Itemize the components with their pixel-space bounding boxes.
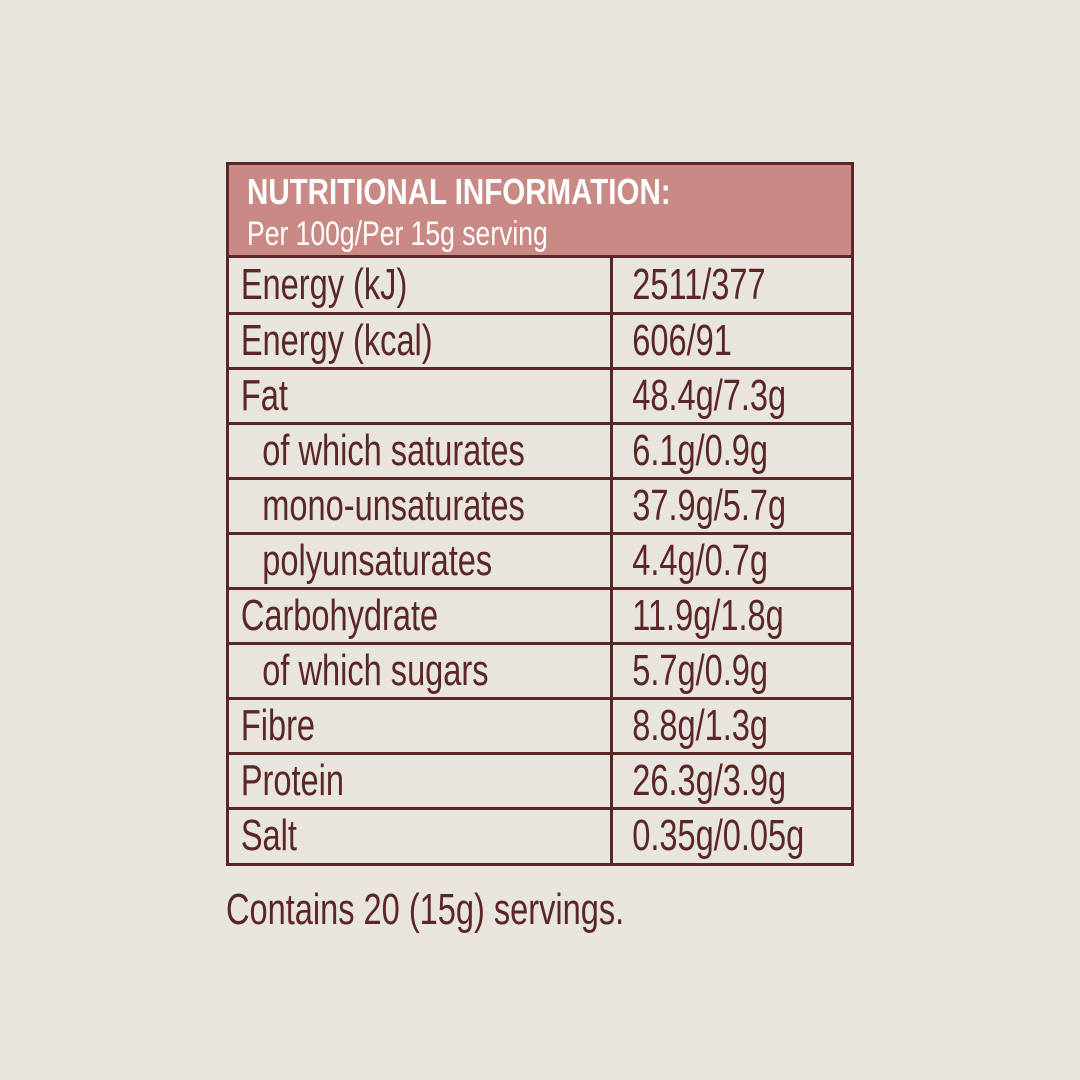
nutrient-label-cell: [229, 368, 611, 423]
table-row: [229, 478, 851, 533]
nutrient-label: Fibre: [240, 700, 316, 750]
nutrient-value-cell: [611, 313, 851, 368]
nutrient-value-cell: [611, 368, 851, 423]
nutrient-label: polyunsaturates: [262, 535, 493, 585]
nutrient-label: Protein: [240, 755, 345, 805]
nutrient-label-cell: [229, 698, 611, 753]
nutrient-value: 0.35g/0.05g: [631, 811, 804, 861]
table-row: [229, 258, 851, 313]
nutrient-value-cell: [611, 698, 851, 753]
nutrient-label-cell: [229, 313, 611, 368]
nutrition-title: NUTRITIONAL INFORMATION:: [247, 171, 671, 212]
nutrient-label: Fat: [240, 370, 288, 420]
table-row: [229, 368, 851, 423]
table-row: [229, 588, 851, 643]
nutrient-label-cell: [229, 643, 611, 698]
nutrient-value-cell: [611, 478, 851, 533]
nutrient-value-cell: [611, 588, 851, 643]
nutrient-label: of which sugars: [262, 645, 489, 695]
nutrient-value-cell: [611, 258, 851, 313]
nutrient-value: 5.7g/0.9g: [631, 645, 768, 695]
nutrient-value: 4.4g/0.7g: [631, 535, 768, 585]
nutrient-label: Energy (kJ): [240, 259, 408, 309]
nutrient-label-cell: [229, 808, 611, 863]
nutrition-subtitle: Per 100g/Per 15g serving: [247, 215, 548, 253]
nutrient-value-cell: [611, 533, 851, 588]
nutrition-panel: [226, 162, 854, 866]
nutrient-value: 606/91: [631, 315, 732, 365]
servings-note: Contains 20 (15g) servings.: [226, 885, 625, 934]
nutrient-value: 26.3g/3.9g: [631, 755, 786, 805]
nutrient-value: 2511/377: [631, 259, 766, 309]
nutrient-label-cell: [229, 478, 611, 533]
nutrient-label: mono-unsaturates: [262, 480, 525, 530]
nutrition-table: [229, 258, 851, 863]
table-row: [229, 753, 851, 808]
table-row: [229, 698, 851, 753]
table-row: [229, 643, 851, 698]
table-row: [229, 423, 851, 478]
nutrient-value-cell: [611, 423, 851, 478]
nutrient-label-cell: [229, 258, 611, 313]
nutrient-value-cell: [611, 643, 851, 698]
nutrient-value: 11.9g/1.8g: [631, 590, 784, 640]
nutrient-value-cell: [611, 808, 851, 863]
nutrient-value: 6.1g/0.9g: [631, 425, 768, 475]
nutrient-label-cell: [229, 588, 611, 643]
nutrient-value: 37.9g/5.7g: [631, 480, 786, 530]
table-row: [229, 313, 851, 368]
nutrient-label-cell: [229, 533, 611, 588]
nutrient-value-cell: [611, 753, 851, 808]
nutrition-header: [229, 165, 851, 258]
nutrient-label: Carbohydrate: [240, 590, 439, 640]
table-row: [229, 533, 851, 588]
nutrient-label: of which saturates: [262, 425, 525, 475]
nutrient-value: 8.8g/1.3g: [631, 700, 768, 750]
nutrient-label: Salt: [240, 811, 297, 861]
table-row: [229, 808, 851, 863]
nutrient-value: 48.4g/7.3g: [631, 370, 786, 420]
nutrient-label: Energy (kcal): [240, 315, 433, 365]
nutrient-label-cell: [229, 423, 611, 478]
nutrient-label-cell: [229, 753, 611, 808]
